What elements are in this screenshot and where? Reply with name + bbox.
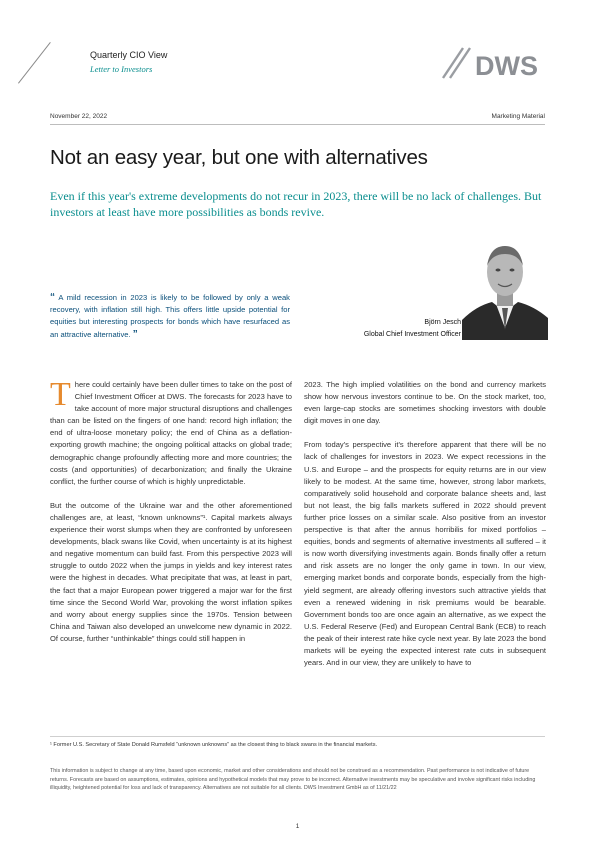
header-slash-decoration [18, 42, 51, 84]
dws-logo [441, 44, 547, 80]
body-paragraph: But the outcome of the Ukraine war and the other aforementioned challenges are, at least, “known unknowns”¹. Capital markets always experience their worst slumps when they are confronted by unforeseen developments, black swans like Covid, when uncertainty is at its highest and negative momentum can build fast. From this perspective 2023 will struggle to outdo 2022 when the jumps in yields and key interest rates were the highest in decades. What precipitate that was, at least in part, the fact that a major European power triggered a major war for the first time since the Second World War, provoking the worst inflation spikes and worry about energy supplies since the 1970s. Tension between China and Taiwan also developed an unwelcome new dynamic in 2022. Of course, further “unthinkable” things could still happen in [50, 500, 292, 643]
author-portrait [462, 232, 548, 340]
body-column-right [304, 379, 546, 681]
publication-subtitle: Letter to Investors [90, 64, 153, 74]
author-title: Global Chief Investment Officer [363, 331, 461, 338]
body-paragraph [50, 376, 292, 488]
header-divider [50, 124, 545, 125]
pull-quote-text: A mild recession in 2023 is likely to be followed by only a weak recovery, with inflation still high. This offers little upside potential for equities but interesting prospects for bonds which have resurfaced as an attractive alternative. [50, 293, 290, 339]
footnote-divider [50, 736, 545, 737]
publication-date: November 22, 2022 [50, 113, 108, 120]
quote-close-mark: ” [132, 328, 138, 340]
body-paragraph: From today's perspective it's therefore apparent that there will be no lack of challenges for investors in 2023. We expect recessions in the U.S. and Europe – and the prospects for equity returns are in our view likely to be modest. At the same time, however, strong labor markets, comparatively solid household and corporate balance sheets and, last but not least, the big falls markets suffered in 2022 should prevent further price losses on a similar scale. Also positive from an investor perspective is that after the annus horribilis for mixed portfolios – equities, bonds and segments of alternative investments all suffered – it is now worth diversifying investments again. Bonds finally offer a return and risk assets are no longer the only game in town. In our view, emerging market bonds and corporate bonds, especially from the high-yield segment, are already offering investors such attractive yields that even a renewed widening in risk premiums would be bearable. Government bonds too are once again an alternative, as we expect the U.S. Federal Reserve (Fed) and European Central Bank (ECB) to reach the peak of their interest rate hike cycle next year. By late 2023 the bond markets will be eyeing the expected interest rate cuts in subsequent years. And in our view, they are unlikely to have to [304, 440, 546, 668]
body-paragraph: 2023. The high implied volatilities on the bond and currency markets show how nervous investors continue to be. On the stock market, too, even large-cap stocks are sometimes shocking investors with double digit moves in one day. [304, 380, 546, 426]
quote-open-mark: “ [50, 292, 55, 303]
pull-quote [50, 292, 290, 341]
logo-text: DWS [475, 51, 538, 80]
footnote: ¹ Former U.S. Secretary of State Donald Rumsfeld “unknown unknowns” as the closest thing to black swans in the financial markets. [50, 742, 378, 748]
drop-cap: T [50, 376, 71, 413]
publication-title: Quarterly CIO View [90, 50, 168, 60]
marketing-material-label: Marketing Material [491, 113, 545, 120]
page-title: Not an easy year, but one with alternatives [50, 146, 428, 169]
body-paragraph-text: here could certainly have been duller times to take on the post of Chief Investment Officer at DWS. The forecasts for 2023 have to take account of more major structural disruptions and challenges than can be listed on the fingers of one hand: record high inflation; the end of ultra-loose monetary policy; the end of China as a deflation-exporting growth machine; the ongoing political attacks on global trade; demographic change profoundly affecting more and more countries; the costs (and opportunities) of decarbonization; and finally the Ukraine conflict, the further course of which is highly unpredictable. [50, 380, 292, 486]
logo-slashes-icon [443, 48, 470, 78]
author-name: Björn Jesch [424, 319, 461, 326]
body-column-left [50, 376, 292, 657]
lead-paragraph: Even if this year's extreme developments do not recur in 2023, there will be no lack of challenges. But investors at least have more possibilities as bonds revive. [50, 189, 542, 219]
page-number: 1 [295, 823, 300, 830]
disclaimer: This information is subject to change at any time, based upon economic, market and other considerations and should not be construed as a recommendation. Past performance is not indicative of future returns. Forecasts are based on assumptions, estimates, opinions and hypothetical models that may prove to be incorrect. Alternative investments may be speculative and involve significant risks including illiquidity, heightened potential for loss and lack of transparency. Alternatives are not suitable for all clients. DWS Investment GmbH as of 11/21/22 [50, 768, 536, 792]
